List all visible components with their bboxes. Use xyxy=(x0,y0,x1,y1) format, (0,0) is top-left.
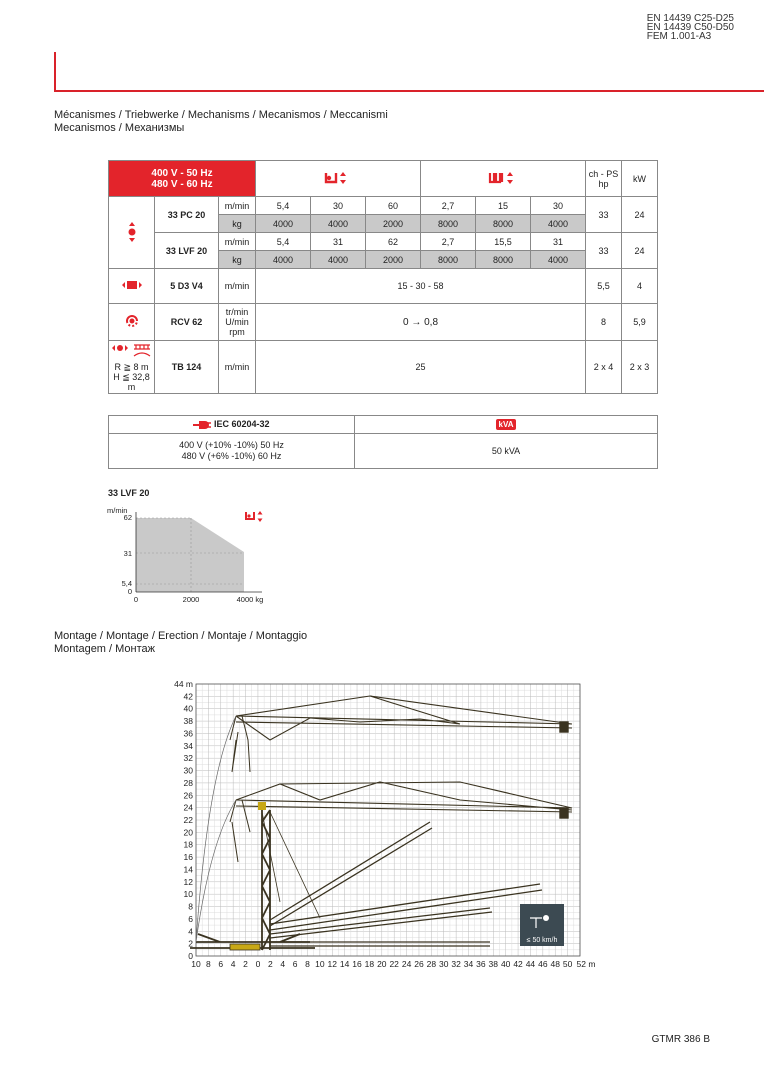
erection-ytick: 34 xyxy=(183,740,193,751)
erection-xtick: 4 xyxy=(280,959,286,969)
erection-ytick: 6 xyxy=(188,913,193,924)
trolley-unit: m/min xyxy=(219,269,256,304)
hp-header-line2: hp xyxy=(598,178,609,189)
slewing-unit-line1: tr/min xyxy=(225,307,249,317)
norms-block xyxy=(647,14,734,41)
speed-value: 5,4 xyxy=(256,233,311,251)
load-value: 4000 xyxy=(531,215,586,233)
two-fall-hook-icon xyxy=(246,511,263,522)
montage-title-line2: Montagem / Монтаж xyxy=(54,643,156,655)
erection-ytick: 44 m xyxy=(174,679,193,689)
travel-icon-cell xyxy=(109,341,155,394)
kva-badge: kVA xyxy=(496,419,517,430)
trolley-icon xyxy=(122,280,142,290)
load-value: 8000 xyxy=(476,251,531,269)
load-value: 2000 xyxy=(366,215,421,233)
voltage-header xyxy=(109,161,256,197)
montage-title-line1: Montage / Montage / Erection / Montaje / Montaggio xyxy=(54,630,308,642)
norm-2: EN 14439 C50-D50 xyxy=(646,22,734,33)
page-label: GTMR 386 B xyxy=(651,1034,710,1045)
norm-3: FEM 1.001-A3 xyxy=(646,31,712,42)
load-unit: kg xyxy=(219,251,256,269)
erection-xtick: 18 xyxy=(364,959,375,969)
erection-ytick: 2 xyxy=(188,938,193,949)
erection-ytick: 0 xyxy=(188,951,193,961)
erection-xtick: 4 xyxy=(230,959,236,969)
speed-value: 30 xyxy=(311,197,366,215)
speed-value: 31 xyxy=(531,233,586,251)
load-value: 8000 xyxy=(476,215,531,233)
erection-xtick: 28 xyxy=(426,959,437,969)
erection-xtick: 10 xyxy=(191,959,201,969)
electric-table xyxy=(108,415,658,469)
slewing-unit-line2: U/min xyxy=(225,317,249,327)
hoisting-icon xyxy=(125,222,139,242)
crane-erection-sequence xyxy=(190,696,572,950)
mechanisms-title xyxy=(54,109,388,135)
erection-ytick: 40 xyxy=(183,703,193,714)
header-rule-horizontal xyxy=(54,90,764,92)
mechanisms-title-line2: Mecanismos / Механизмы xyxy=(54,122,185,134)
erection-xtick: 50 xyxy=(562,959,573,969)
travel-height-condition: H ≦ 32,8 m xyxy=(113,372,150,392)
header-rule-vertical xyxy=(54,52,56,92)
voltage-50hz: 400 V - 50 Hz xyxy=(151,167,213,179)
speed-unit: m/min xyxy=(219,233,256,251)
erection-xtick: 40 xyxy=(500,959,511,969)
erection-ytick: 10 xyxy=(183,889,193,900)
speed-value: 15 xyxy=(476,197,531,215)
hp-header-line1: ch - PS xyxy=(588,168,619,179)
erection-xtick: 16 xyxy=(352,959,362,969)
erection-ytick: 36 xyxy=(183,728,193,739)
speed-value: 31 xyxy=(311,233,366,251)
erection-xtick: 34 xyxy=(463,959,474,969)
slewing-unit xyxy=(219,304,256,341)
erection-xtick: 14 xyxy=(339,959,350,969)
lvf-speed-chart xyxy=(90,502,280,608)
erection-diagram xyxy=(160,672,600,974)
travel-unit: m/min xyxy=(219,341,256,394)
erection-xtick: 36 xyxy=(476,959,486,969)
hp-header xyxy=(586,161,622,197)
kva-value: 50 kVA xyxy=(355,434,658,469)
speed-value: 2,7 xyxy=(421,197,476,215)
load-value: 4000 xyxy=(531,251,586,269)
erection-xtick: 26 xyxy=(414,959,424,969)
load-value: 2000 xyxy=(366,251,421,269)
supply-400v: 400 V (+10% -10%) 50 Hz xyxy=(179,440,284,450)
load-value: 8000 xyxy=(421,215,476,233)
erection-ytick: 38 xyxy=(183,716,193,727)
speed-value: 2,7 xyxy=(421,233,476,251)
lvf-xtick: 4000 kg xyxy=(236,595,264,604)
erection-ytick: 24 xyxy=(183,802,193,813)
speed-unit: m/min xyxy=(219,197,256,215)
erection-xtick: 12 xyxy=(327,959,337,969)
erection-x-labels xyxy=(191,959,595,969)
kva-header xyxy=(355,416,658,434)
single-reeving-header xyxy=(256,161,421,197)
travel-speed: 25 xyxy=(256,341,586,394)
kw-value: 4 xyxy=(622,269,658,304)
double-reeving-header xyxy=(421,161,586,197)
supply-cell xyxy=(109,434,355,469)
erection-ytick: 42 xyxy=(183,691,193,702)
erection-xtick: 46 xyxy=(538,959,548,969)
erection-xtick: 8 xyxy=(305,959,310,969)
travel-radius-condition: R ≧ 8 m xyxy=(114,362,149,372)
norm-1: EN 14439 C25-D25 xyxy=(646,13,734,24)
lvf-ytick: 5,4 xyxy=(121,579,132,588)
wind-limit-box xyxy=(520,904,564,946)
erection-ytick: 20 xyxy=(183,827,193,838)
load-value: 4000 xyxy=(311,251,366,269)
trolley-speeds: 15 - 30 - 58 xyxy=(256,269,586,304)
kw-value: 5,9 xyxy=(622,304,658,341)
erection-xtick: 10 xyxy=(315,959,325,969)
kw-header: kW xyxy=(622,161,658,197)
erection-ytick: 26 xyxy=(183,790,193,801)
erection-xtick: 2 xyxy=(267,959,273,969)
erection-xtick: 6 xyxy=(292,959,298,969)
erection-xtick: 8 xyxy=(206,959,211,969)
plug-icon xyxy=(193,420,211,430)
hoist-icon-cell xyxy=(109,197,155,269)
travel-model: TB 124 xyxy=(155,341,219,394)
erection-ytick: 8 xyxy=(188,901,193,912)
trolley-icon-cell xyxy=(109,269,155,304)
erection-xtick: 22 xyxy=(389,959,399,969)
hp-value: 8 xyxy=(586,304,622,341)
load-value: 4000 xyxy=(256,251,311,269)
erection-xtick: 24 xyxy=(401,959,412,969)
slewing-speed: 0 → 0,8 xyxy=(256,304,586,341)
lvf-y-unit: m/min xyxy=(107,506,128,515)
load-value: 8000 xyxy=(421,251,476,269)
speed-value: 60 xyxy=(366,197,421,215)
iec-standard: IEC 60204-32 xyxy=(213,419,270,430)
lvf-speed-area xyxy=(136,518,244,592)
load-value: 4000 xyxy=(311,215,366,233)
slewing-model: RCV 62 xyxy=(155,304,219,341)
speed-value: 15,5 xyxy=(476,233,531,251)
lvf-ytick: 62 xyxy=(123,513,132,522)
erection-xtick: 30 xyxy=(439,959,449,969)
load-unit: kg xyxy=(219,215,256,233)
lvf-xtick: 2000 xyxy=(182,595,200,604)
four-fall-hook-icon xyxy=(488,170,518,186)
erection-ytick: 4 xyxy=(188,926,193,937)
erection-ytick: 16 xyxy=(183,852,193,863)
erection-ytick: 28 xyxy=(183,777,193,788)
erection-ytick: 12 xyxy=(183,876,193,887)
lvf-ytick: 31 xyxy=(123,549,132,558)
travel-icon xyxy=(112,342,152,360)
trolley-model: 5 D3 V4 xyxy=(155,269,219,304)
erection-ytick: 32 xyxy=(183,753,193,764)
load-value: 4000 xyxy=(256,215,311,233)
voltage-60hz: 480 V - 60 Hz xyxy=(151,178,213,190)
erection-xtick: 42 xyxy=(513,959,523,969)
erection-ytick: 18 xyxy=(183,839,193,850)
erection-xtick: 38 xyxy=(488,959,499,969)
supply-480v: 480 V (+6% -10%) 60 Hz xyxy=(181,451,282,461)
mechanisms-title-line1: Mécanismes / Triebwerke / Mechanisms / Mecanismos / Meccanismi xyxy=(54,109,388,121)
lvf-xtick: 0 xyxy=(133,595,139,604)
speed-value: 62 xyxy=(366,233,421,251)
lvf-chart-title: 33 LVF 20 xyxy=(108,488,150,498)
kw-value: 24 xyxy=(622,197,658,233)
montage-title xyxy=(54,630,307,656)
slewing-unit-line3: rpm xyxy=(229,327,245,337)
hp-value: 33 xyxy=(586,197,622,233)
hp-value: 33 xyxy=(586,233,622,269)
kw-value: 2 x 3 xyxy=(622,341,658,394)
mechanisms-table xyxy=(108,160,658,394)
iec-header xyxy=(109,416,355,434)
erection-y-labels xyxy=(174,679,193,961)
erection-ytick: 14 xyxy=(183,864,193,875)
speed-value: 5,4 xyxy=(256,197,311,215)
lvf-ytick: 0 xyxy=(127,587,132,596)
kw-value: 24 xyxy=(622,233,658,269)
slewing-icon xyxy=(124,313,140,329)
hoist-model-lvf: 33 LVF 20 xyxy=(155,233,219,269)
erection-xtick: 44 xyxy=(525,959,536,969)
hoist-model-pc: 33 PC 20 xyxy=(155,197,219,233)
erection-xtick: 2 xyxy=(243,959,248,969)
erection-xtick: 32 xyxy=(451,959,461,969)
erection-xtick: 6 xyxy=(218,959,224,969)
erection-ytick: 22 xyxy=(183,815,193,825)
wind-limit-label: ≤ 50 km/h xyxy=(526,937,558,944)
speed-value: 30 xyxy=(531,197,586,215)
erection-xtick: 48 xyxy=(550,959,560,969)
hp-value: 5,5 xyxy=(586,269,622,304)
erection-xtick: 52 m xyxy=(576,959,596,969)
erection-xtick: 20 xyxy=(377,959,387,969)
slewing-icon-cell xyxy=(109,304,155,341)
erection-xtick: 0 xyxy=(255,959,261,969)
erection-ytick: 30 xyxy=(183,765,193,776)
hp-value: 2 x 4 xyxy=(586,341,622,394)
two-fall-hook-icon xyxy=(323,170,353,186)
